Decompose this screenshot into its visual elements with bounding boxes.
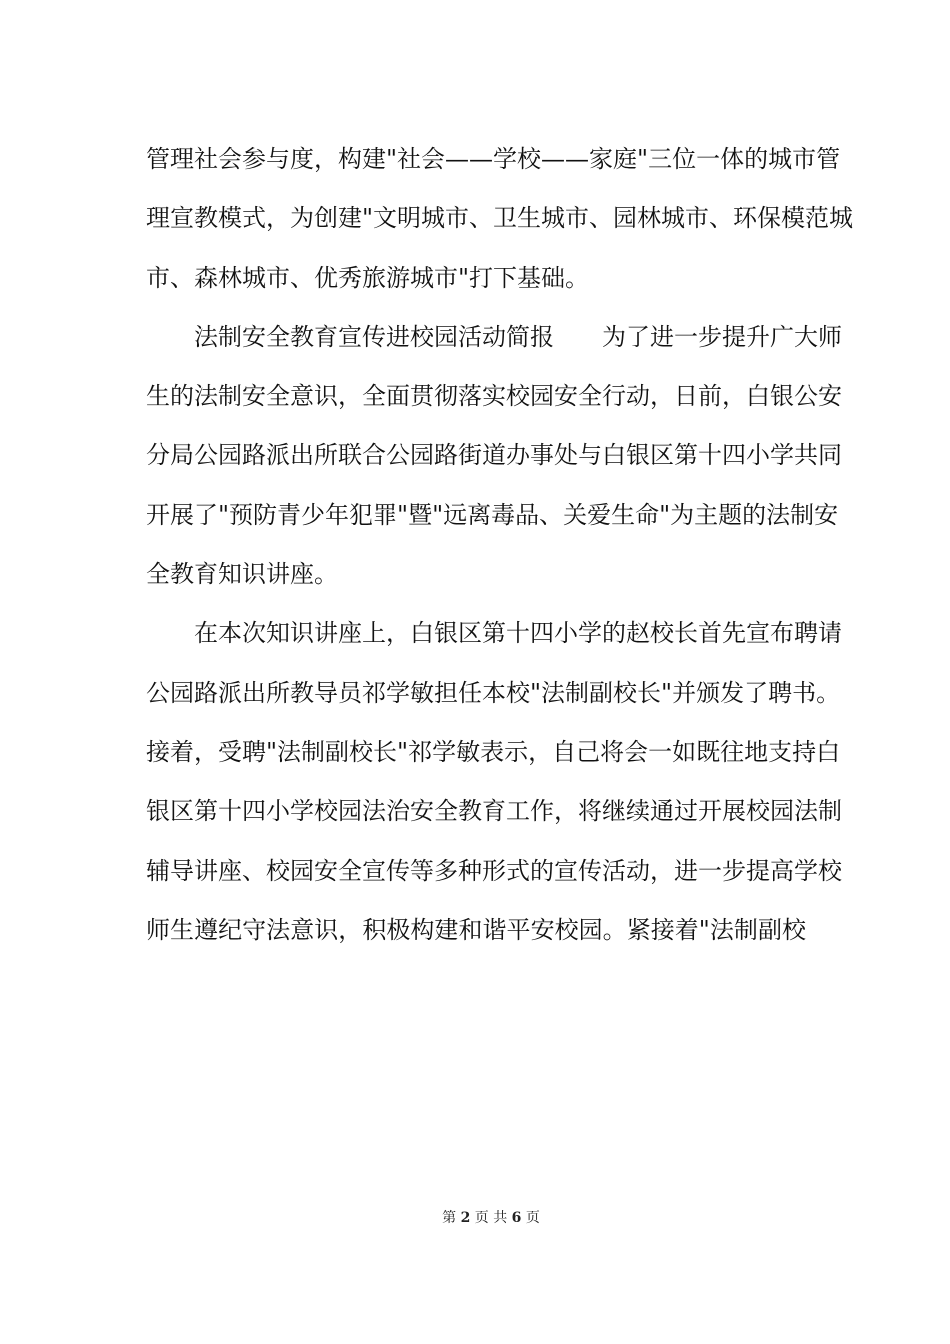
text-line: 全教育知识讲座。 (146, 560, 338, 589)
page-footer (0, 1209, 950, 1227)
text-line: 管理社会参与度，构建"社会——学校——家庭"三位一体的城市管 (146, 145, 841, 173)
text-line: 在本次知识讲座上，白银区第十四小学的赵校长首先宣布聘请 (146, 619, 842, 648)
text-line: 师生遵纪守法意识，积极构建和谐平安校园。紧接着"法制副校 (146, 915, 806, 944)
paragraph-1 (146, 130, 854, 308)
text-line: 市、森林城市、优秀旅游城市"打下基础。 (146, 263, 590, 292)
current-page-number: 2 (460, 1210, 471, 1226)
text-line: 分局公园路派出所联合公园路街道办事处与白银区第十四小学共同 (146, 441, 842, 470)
paragraph-3 (146, 604, 842, 960)
text-line: 理宣教模式，为创建"文明城市、卫生城市、园林城市、环保模范城 (146, 204, 854, 233)
text-line: 生的法制安全意识，全面贯彻落实校园安全行动，日前，白银公安 (146, 382, 842, 411)
text-line: 银区第十四小学校园法治安全教育工作，将继续通过开展校园法制 (146, 797, 842, 826)
text-line: 辅导讲座、校园安全宣传等多种形式的宣传活动，进一步提高学校 (146, 856, 842, 885)
text-line: 公园路派出所教导员祁学敏担任本校"法制副校长"并颁发了聘书。 (146, 678, 841, 707)
total-page-number: 6 (511, 1210, 522, 1226)
text-line: 开展了"预防青少年犯罪"暨"远离毒品、关爱生命"为主题的法制安 (146, 500, 839, 529)
footer-middle: 页 共 (474, 1210, 508, 1226)
text-line: 接着，受聘"法制副校长"祁学敏表示，自己将会一如既往地支持白 (146, 737, 841, 766)
footer-prefix: 第 (442, 1210, 457, 1226)
footer-suffix: 页 (525, 1210, 540, 1226)
paragraph-2 (146, 308, 842, 604)
text-line: 法制安全教育宣传进校园活动简报 为了进一步提升广大师 (146, 322, 842, 351)
body-text (146, 130, 854, 960)
